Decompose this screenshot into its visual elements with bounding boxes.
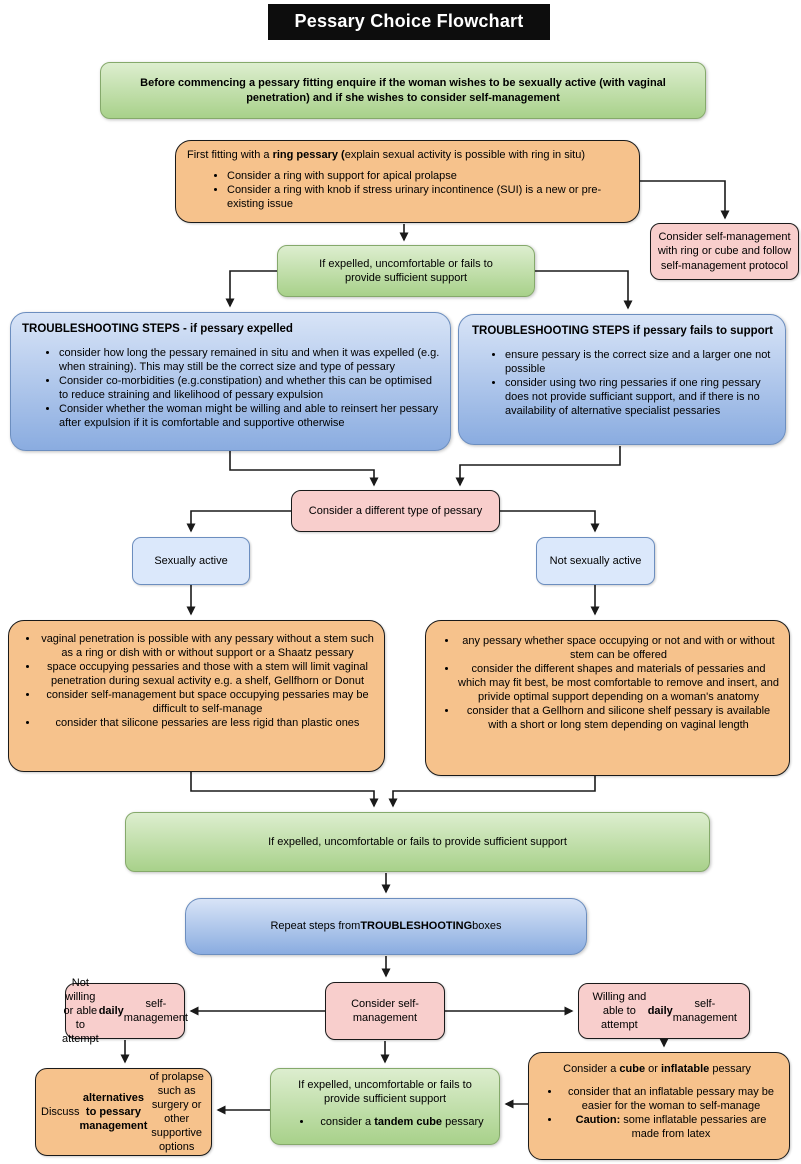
bullet-item	[458, 662, 779, 704]
bullet-item	[39, 660, 376, 688]
bullet-item	[227, 183, 625, 211]
text-segment: ensure pessary is the correct size and a larger one not possible	[505, 348, 771, 375]
node-troubleshoot-expelled	[10, 312, 451, 451]
bullet-item	[59, 402, 442, 430]
text-segment: inflatable	[660, 1063, 710, 1075]
text-segment: daily	[647, 1004, 673, 1017]
text-segment: Consider whether the woman might be willing and able to reinsert her pessary after expulsion if it is comfortable and supportive otherwise	[59, 403, 439, 430]
text-segment: Consider a ring with knob if stress urinary incontinence (SUI) is a new or pre-existing issue	[227, 184, 602, 211]
bullet-item	[59, 374, 442, 402]
node-consider-self-management: Consider self-management	[325, 982, 445, 1040]
node-willing	[578, 983, 750, 1039]
node-sexually-active: Sexually active	[132, 537, 250, 585]
node-sexually-active-options	[8, 620, 385, 772]
node-alternatives	[35, 1068, 212, 1156]
node-first-fitting-bullets	[187, 169, 631, 211]
node-not-sexually-active-options-bullets	[432, 634, 779, 733]
text-segment: some inflatable pessaries are made from latex	[620, 1114, 767, 1141]
connector-optionsleft-expelled2	[191, 772, 374, 806]
node-intro: Before commencing a pessary fitting enquire if the woman wishes to be sexually active (with vaginal penetration) and if she wishes to consider self-management	[100, 62, 706, 119]
bullet-item	[39, 716, 376, 730]
connector-firstfitting-selfmanagement	[640, 181, 725, 218]
text-segment: Consider a ring with support for apical prolapse	[227, 170, 457, 183]
page-title: Pessary Choice Flowchart	[268, 4, 550, 40]
node-expelled-tandem-header: If expelled, uncomfortable or fails to provide sufficient support	[298, 1079, 472, 1106]
text-segment: Repeat steps from	[270, 920, 361, 933]
node-not-willing	[62, 976, 188, 1046]
connector-differenttype-sexuallyactive	[191, 511, 291, 531]
node-first-fitting-header	[187, 148, 631, 162]
bullet-item	[39, 632, 376, 660]
text-segment: tandem cube	[374, 1116, 443, 1129]
text-segment: consider a	[320, 1116, 375, 1129]
text-segment: consider the different shapes and materials of pessaries and which may fit best, be most comfortable to remove and insert, and privide optimal support depending on a woman's anatomy	[458, 663, 779, 704]
connector-differenttype-notsexuallyactive	[500, 511, 595, 531]
text-segment: of prolapse such as surgery or other supportive options	[149, 1070, 204, 1154]
connector-expelled1-troubleshootexpelled	[230, 271, 277, 306]
node-not-sexually-active: Not sexually active	[536, 537, 655, 585]
text-segment: self-management	[672, 997, 737, 1024]
node-expelled-1: If expelled, uncomfortable or fails to provide sufficient support	[277, 245, 535, 297]
node-troubleshoot-support-title: TROUBLESHOOTING STEPS if pessary fails to support	[472, 325, 773, 337]
node-expelled-2: If expelled, uncomfortable or fails to provide sufficient support	[125, 812, 710, 872]
node-troubleshoot-support	[458, 314, 786, 445]
node-first-fitting	[175, 140, 640, 223]
node-expelled-tandem-bullets	[279, 1115, 491, 1129]
text-segment: Consider a	[563, 1063, 620, 1075]
text-segment: pessary	[442, 1116, 484, 1129]
bullet-item	[561, 1085, 781, 1113]
connector-optionsright-expelled2	[393, 776, 595, 806]
text-segment: Consider co-morbidities (e.g.constipation) and whether this can be optimised to reduce straining and likelihood of pessary expulsion	[59, 374, 432, 401]
text-segment: explain sexual activity is possible with ring in situ)	[344, 149, 585, 161]
bullet-item	[59, 346, 442, 374]
text-segment: Discuss	[41, 1105, 80, 1118]
bullet-item	[505, 348, 777, 376]
bullet-item	[561, 1113, 781, 1141]
node-expelled-tandem	[270, 1068, 500, 1145]
node-cube-inflatable-bullets	[533, 1085, 781, 1141]
node-self-management-ring-cube: Consider self-management with ring or cube and follow self-management protocol	[650, 223, 799, 280]
connector-troubleshootsupport-differenttype	[460, 446, 620, 485]
text-segment: Caution:	[575, 1114, 621, 1127]
text-segment: First fitting with a	[187, 149, 273, 161]
text-segment: consider how long the pessary remained in situ and when it was expelled (e.g. when straining). This may still be the correct size and type of pessary	[59, 346, 440, 373]
bullet-item	[313, 1115, 491, 1129]
node-different-type: Consider a different type of pessary	[291, 490, 500, 532]
text-segment: daily	[98, 1004, 124, 1017]
bullet-item	[458, 704, 779, 732]
connector-troubleshootexpelled-differenttype	[230, 450, 374, 485]
node-troubleshoot-expelled-bullets	[22, 346, 444, 430]
bullet-item	[39, 688, 376, 716]
node-troubleshoot-expelled-title: TROUBLESHOOTING STEPS - if pessary expelled	[22, 323, 293, 335]
node-cube-inflatable	[528, 1052, 790, 1160]
node-cube-inflatable-header	[533, 1062, 781, 1076]
text-segment: pessary	[709, 1063, 751, 1075]
text-segment: consider that an inflatable pessary may be easier for the woman to self-manage	[567, 1086, 775, 1113]
text-segment: consider self-management but space occupying pessaries may be difficult to self-manage	[46, 689, 369, 716]
text-segment: Willing and able to attempt	[592, 990, 647, 1032]
text-segment: boxes	[472, 920, 502, 933]
connector-expelled1-troubleshootsupport	[535, 271, 628, 308]
text-segment: any pessary whether space occupying or not and with or without stem can be offered	[462, 635, 775, 662]
node-sexually-active-options-bullets	[13, 632, 376, 731]
node-not-sexually-active-options	[425, 620, 790, 776]
node-repeat-steps	[185, 898, 587, 955]
text-segment: Not willing or able to attempt	[62, 976, 99, 1046]
bullet-item	[227, 169, 625, 183]
text-segment: cube	[619, 1063, 646, 1075]
text-segment: ring pessary (	[272, 149, 345, 161]
text-segment: consider using two ring pessaries if one ring pessary does not provide sufficiant support, and if there is no availability of alternative specialist pessaries	[505, 376, 761, 418]
bullet-item	[458, 634, 779, 662]
text-segment: consider that a Gellhorn and silicone shelf pessary is available with a short or long stem depending on vaginal length	[466, 705, 771, 732]
bullet-item	[505, 376, 777, 418]
text-segment: or	[645, 1063, 661, 1075]
text-segment: alternatives to pessary management	[79, 1091, 148, 1133]
text-segment: TROUBLESHOOTING	[360, 920, 473, 933]
node-troubleshoot-support-bullets	[472, 348, 779, 418]
text-segment: self-management	[123, 997, 188, 1024]
text-segment: vaginal penetration is possible with any pessary without a stem such as a ring or dish with or without support or a Shaatz pessary	[41, 633, 374, 660]
text-segment: consider that silicone pessaries are less rigid than plastic ones	[55, 717, 360, 730]
text-segment: space occupying pessaries and those with a stem will limit vaginal penetration during sexual activity e.g. a shelf, Gellfhorn or Donut	[47, 661, 368, 688]
